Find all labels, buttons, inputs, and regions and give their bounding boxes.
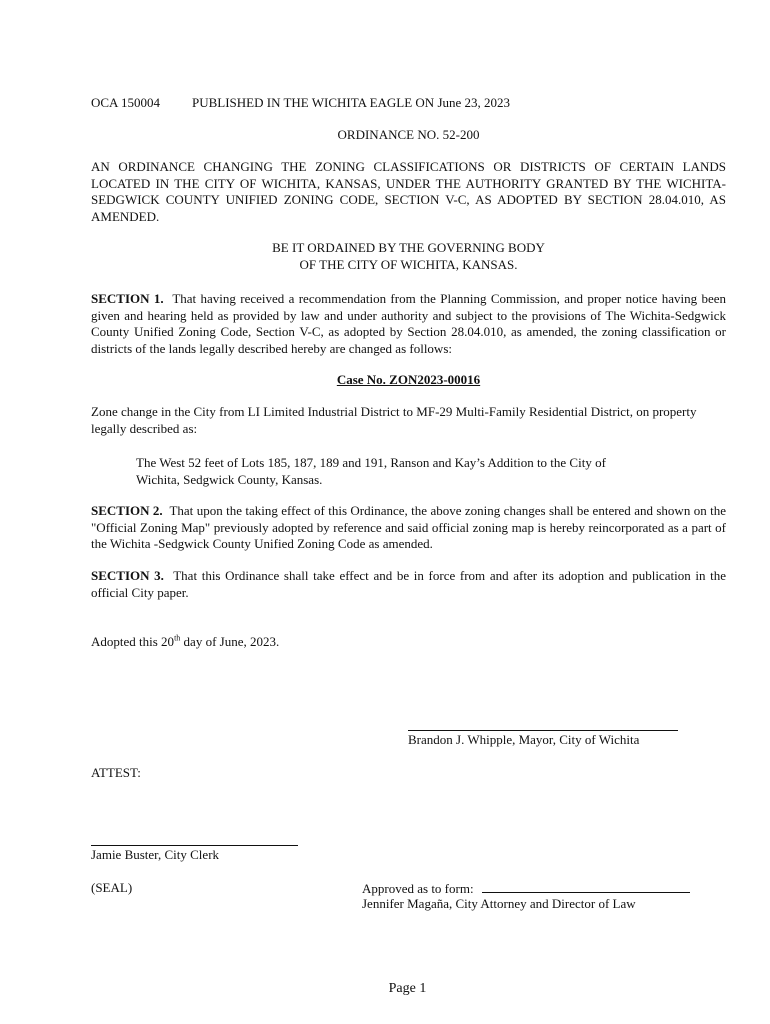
attest-label: ATTEST: [91, 765, 141, 780]
ordain-line-1: BE IT ORDAINED BY THE GOVERNING BODY [272, 240, 545, 255]
clerk-name: Jamie Buster, City Clerk [91, 847, 220, 862]
section-1-label: SECTION 1. [91, 291, 164, 306]
section-3 [91, 568, 726, 601]
section-2-label: SECTION 2. [91, 503, 163, 518]
legal-description [136, 455, 696, 488]
section-3-label: SECTION 3. [91, 568, 164, 583]
legal-description-line-1: The West 52 feet of Lots 185, 187, 189 and 191, Ranson and Kay’s Addition to the City of [136, 455, 606, 470]
ordinance-title: AN ORDINANCE CHANGING THE ZONING CLASSIFICATIONS OR DISTRICTS OF CERTAIN LANDS LOCATED IN THE CITY OF WICHITA, KANSAS, UNDER THE AUTHORITY GRANTED BY THE WICHITA-SEDGWICK COUNTY UNIFIED ZONING CODE, SECTION V-C, AS ADOPTED BY SECTION 28.04.010, AS AMENDED. [91, 159, 726, 224]
ordain-line-2: OF THE CITY OF WICHITA, KANSAS. [299, 256, 518, 272]
approved-as-to-form [362, 880, 690, 898]
seal-label: (SEAL) [91, 880, 133, 895]
mayor-signature-line [408, 716, 678, 731]
case-number: Case No. ZON2023-00016 [336, 372, 481, 387]
section-1 [91, 291, 726, 357]
zone-change-text: Zone change in the City from LI Limited Industrial District to MF-29 Multi-Family Residential District, on property legally described as: [91, 404, 697, 436]
clerk-signature-line [91, 831, 298, 846]
attorney-signature-line [482, 880, 690, 893]
case-heading [91, 372, 726, 389]
mayor-name: Brandon J. Whipple, Mayor, City of Wichita [408, 732, 640, 747]
section-1-text: That having received a recommendation from the Planning Commission, and proper notice having been given and hearing held as provided by law and under authority and subject to the provisions of The Wichita-Sedgwick County Unified Zoning Code, Section V-C, as adopted by Section 28.04.010, as amended, the zoning classification or districts of the lands legally described hereby are changed as follows: [91, 291, 726, 356]
adoption-date: Adopted this 20th day of June, 2023. [91, 633, 280, 649]
oca-number: OCA 150004 [91, 95, 160, 110]
section-2-text: That upon the taking effect of this Ordinance, the above zoning changes shall be entered and shown on the "Official Zoning Map" previously adopted by reference and said official zoning map is hereby reincorporated as a part of the Wichita -Sedgwick County Unified Zoning Code as amended. [91, 503, 726, 551]
page-number: Page 1 [388, 981, 427, 996]
approved-label: Approved as to form: [362, 881, 474, 896]
legal-description-line-2: Wichita, Sedgwick County, Kansas. [136, 471, 323, 487]
section-3-text: That this Ordinance shall take effect and be in force from and after its adoption and publication in the official City paper. [91, 568, 726, 600]
ordain-clause [91, 240, 726, 273]
header-line [91, 95, 726, 112]
section-2 [91, 503, 726, 553]
ordinance-number: ORDINANCE NO. 52-200 [337, 127, 480, 142]
attorney-name: Jennifer Magaña, City Attorney and Director of Law [362, 896, 636, 911]
publication-note: PUBLISHED IN THE WICHITA EAGLE ON June 23, 2023 [191, 95, 511, 110]
